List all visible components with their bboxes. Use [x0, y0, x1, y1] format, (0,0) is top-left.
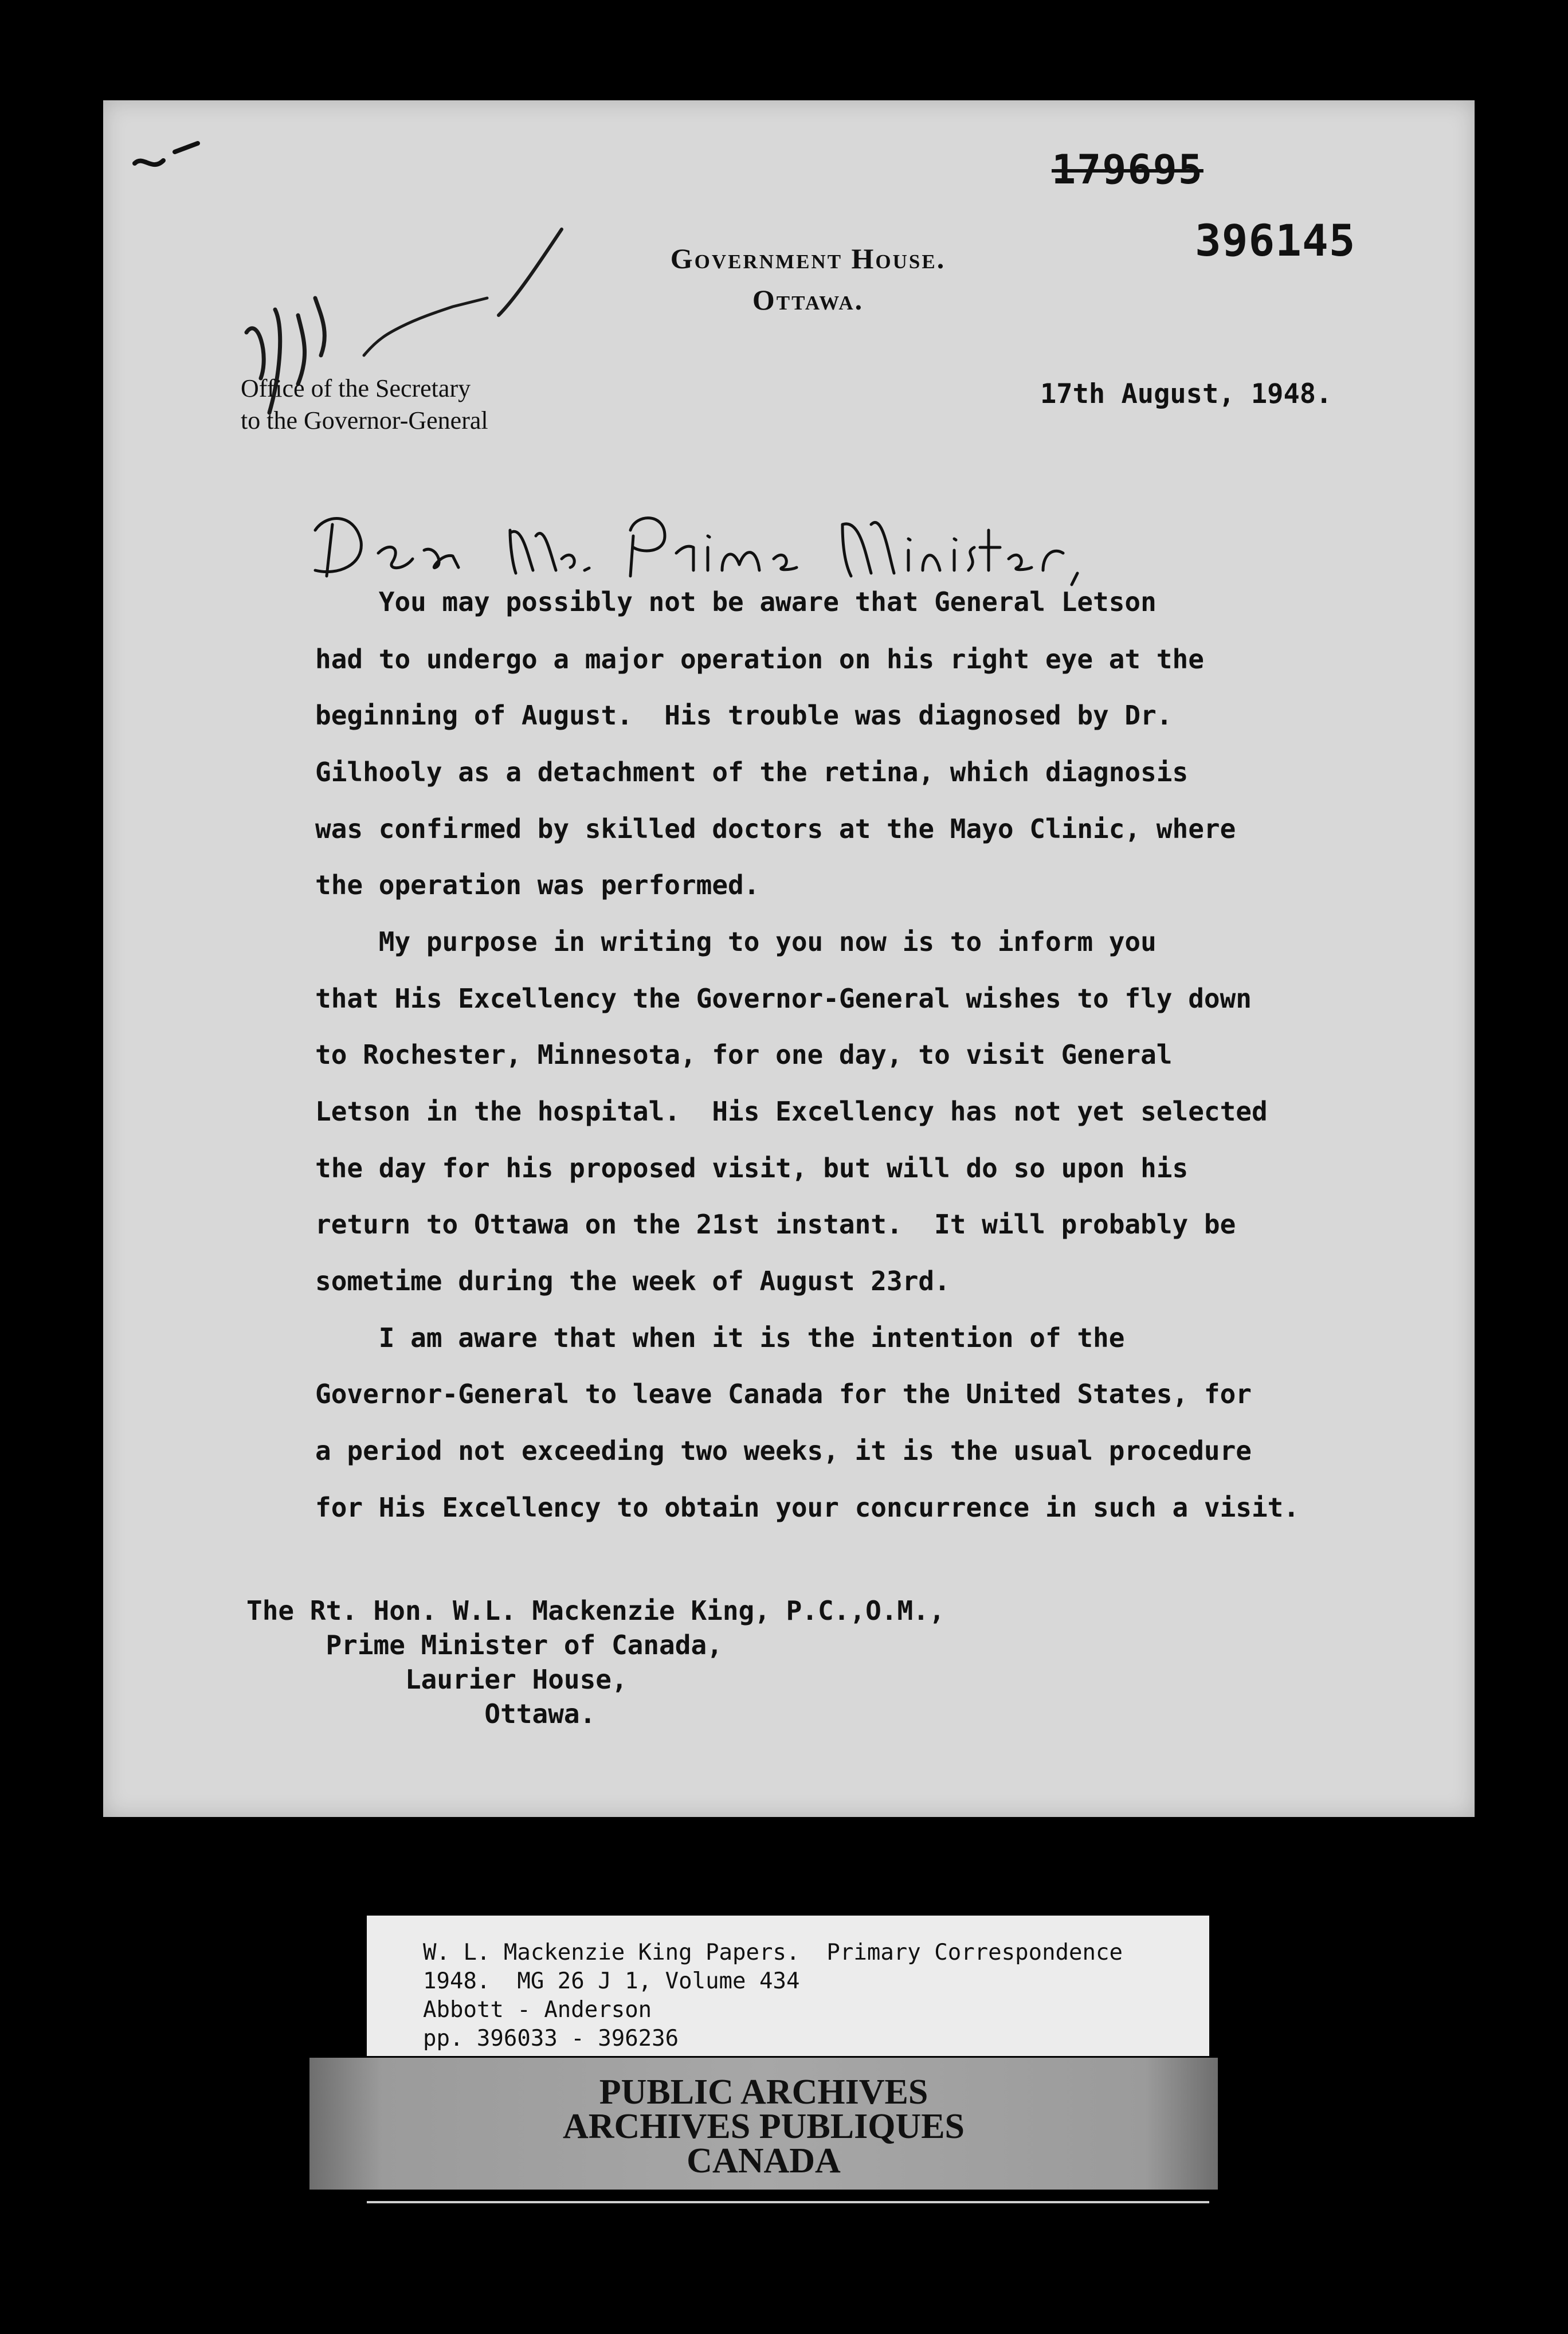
office-line: to the Governor-General	[241, 406, 488, 434]
office-block	[241, 373, 488, 437]
archive-reference-card	[367, 1916, 1209, 2056]
reference-line: 1948. MG 26 J 1, Volume 434	[423, 1968, 800, 1994]
letterhead	[625, 238, 991, 320]
body-line: My purpose in writing to you now is to inform you	[315, 926, 1157, 957]
body-line: Letson in the hospital. His Excellency has not yet selected	[315, 1096, 1268, 1127]
body-line: the operation was performed.	[315, 870, 760, 900]
letter-sheet	[103, 100, 1475, 1817]
body-line: beginning of August. His trouble was diagnosed by Dr.	[315, 700, 1173, 731]
reference-text	[423, 1939, 1123, 2053]
body-line: I am aware that when it is the intention of the	[315, 1322, 1125, 1353]
letterhead-line: Government House.	[670, 242, 946, 275]
archive-stamp-text	[309, 2075, 1218, 2178]
old-file-number: 179695	[1052, 146, 1204, 193]
divider	[367, 2201, 1209, 2203]
body-line: to Rochester, Minnesota, for one day, to visit General	[315, 1039, 1173, 1070]
reference-line: pp. 396033 - 396236	[423, 2026, 679, 2051]
archive-stamp-line: CANADA	[687, 2141, 841, 2180]
body-line: that His Excellency the Governor-General wishes to fly down	[315, 983, 1252, 1014]
body-line: was confirmed by skilled doctors at the Mayo Clinic, where	[315, 813, 1236, 844]
addressee-block	[246, 1593, 945, 1731]
archive-stamp-line: PUBLIC ARCHIVES	[599, 2073, 928, 2112]
body-line: return to Ottawa on the 21st instant. It will probably be	[315, 1209, 1236, 1240]
body-line: Gilhooly as a detachment of the retina, which diagnosis	[315, 757, 1189, 788]
body-line: sometime during the week of August 23rd.	[315, 1266, 950, 1297]
body-line: for His Excellency to obtain your concurrence in such a visit.	[315, 1492, 1300, 1523]
addressee-line: Ottawa.	[246, 1698, 596, 1729]
addressee-line: Prime Minister of Canada,	[246, 1630, 723, 1661]
letterhead-line: Ottawa.	[752, 284, 864, 316]
file-number: 396145	[1195, 215, 1356, 266]
archive-stamp	[309, 2058, 1218, 2190]
addressee-line: The Rt. Hon. W.L. Mackenzie King, P.C.,O.M.,	[246, 1595, 945, 1626]
body-line: You may possibly not be aware that General Letson	[315, 586, 1157, 617]
pencil-mark-icon	[129, 140, 209, 181]
body-line: Governor-General to leave Canada for the United States, for	[315, 1379, 1252, 1409]
body-line: the day for his proposed visit, but will do so upon his	[315, 1153, 1189, 1184]
body-line: a period not exceeding two weeks, it is the usual procedure	[315, 1435, 1252, 1466]
addressee-line: Laurier House,	[246, 1664, 628, 1695]
archive-stamp-line: ARCHIVES PUBLIQUES	[562, 2107, 965, 2146]
reference-line: W. L. Mackenzie King Papers. Primary Correspondence	[423, 1940, 1123, 1965]
office-line: Office of the Secretary	[241, 374, 471, 402]
reference-line: Abbott - Anderson	[423, 1997, 652, 2023]
handwritten-salutation	[292, 490, 1095, 593]
letter-date: 17th August, 1948.	[1040, 378, 1332, 410]
body-line: had to undergo a major operation on his right eye at the	[315, 644, 1204, 675]
